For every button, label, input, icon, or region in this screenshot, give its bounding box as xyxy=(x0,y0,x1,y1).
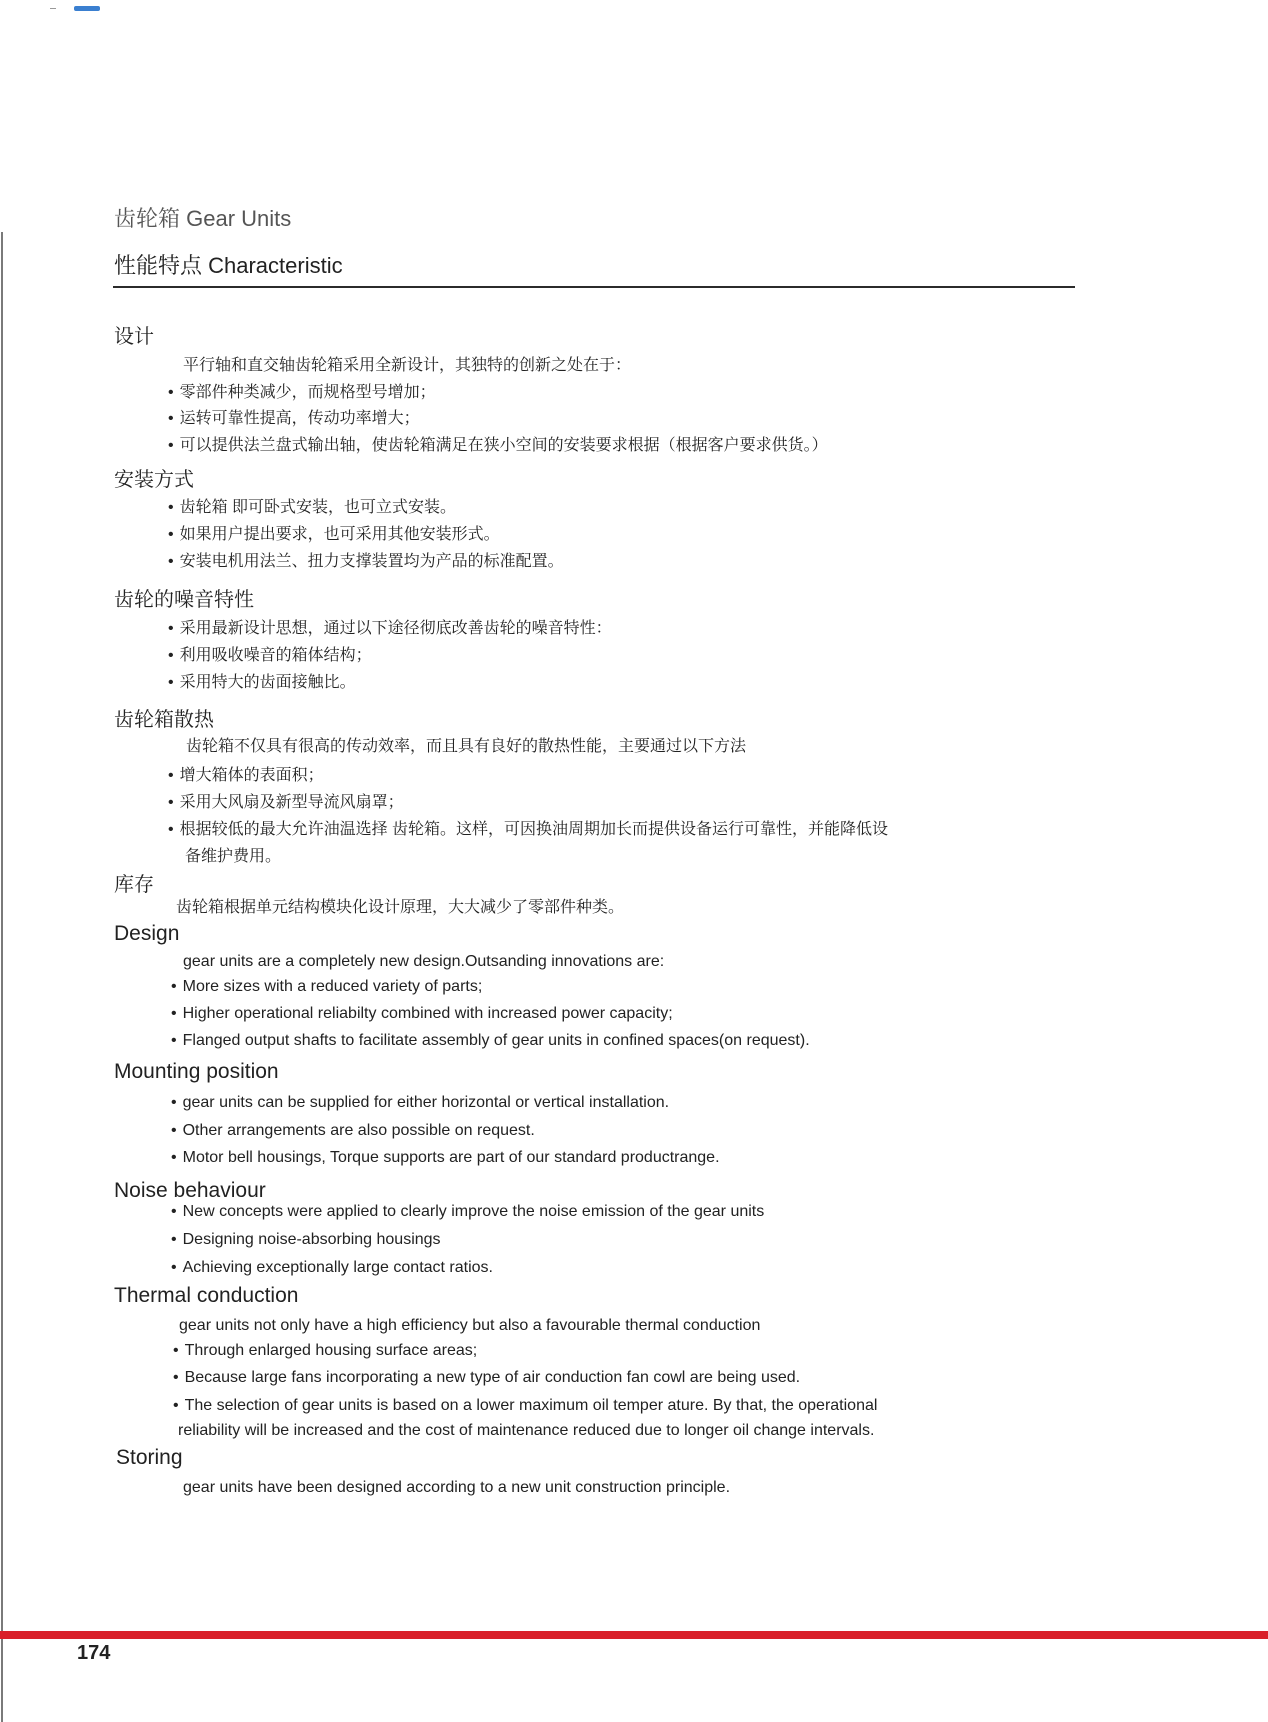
en-mounting-item: • gear units can be supplied for either horizontal or vertical installation. xyxy=(171,1094,669,1112)
en-noise-item: • Achieving exceptionally large contact ratios. xyxy=(171,1259,493,1277)
en-design-item: • Flanged output shafts to facilitate assembly of gear units in confined spaces(on request). xyxy=(171,1032,810,1050)
page-title: 性能特点 Characteristic xyxy=(114,253,343,278)
en-design-item: • More sizes with a reduced variety of parts; xyxy=(171,978,482,996)
zh-thermal-item: • 增大箱体的表面积； xyxy=(168,762,324,785)
zh-design-item: • 运转可靠性提高，传动功率增大； xyxy=(168,405,420,428)
en-design-heading: Design xyxy=(114,922,180,945)
en-mounting-heading: Mounting position xyxy=(114,1060,279,1083)
en-mounting-item: • Other arrangements are also possible on request. xyxy=(171,1122,535,1140)
en-noise-item: • New concepts were applied to clearly improve the noise emission of the gear units xyxy=(171,1203,764,1221)
en-thermal-item: • Through enlarged housing surface areas; xyxy=(173,1342,477,1360)
zh-thermal-heading: 齿轮箱散热 xyxy=(114,709,214,731)
zh-mounting-item: • 安装电机用法兰、扭力支撑装置均为产品的标准配置。 xyxy=(168,548,564,571)
zh-mounting-item: • 如果用户提出要求，也可采用其他安装形式。 xyxy=(168,521,500,544)
en-storing-heading: Storing xyxy=(116,1446,183,1469)
en-thermal-heading: Thermal conduction xyxy=(114,1284,299,1307)
scan-artifact-mark xyxy=(74,6,100,11)
zh-design-heading: 设计 xyxy=(114,326,154,348)
zh-thermal-item: • 根据较低的最大允许油温选择 齿轮箱。这样，可因换油周期加长而提供设备运行可靠性，并能降低设 xyxy=(168,816,888,839)
zh-noise-heading: 齿轮的噪音特性 xyxy=(114,589,254,611)
en-thermal-continuation: reliability will be increased and the cost of maintenance reduced due to longer oil change intervals. xyxy=(178,1422,875,1439)
zh-thermal-intro: 齿轮箱不仅具有很高的传动效率，而且具有良好的散热性能，主要通过以下方法 xyxy=(186,738,747,755)
section-header-cut: 齿轮箱 Gear Units xyxy=(114,206,292,231)
page-number: 174 xyxy=(77,1642,111,1664)
zh-mounting-item: • 齿轮箱 即可卧式安装，也可立式安装。 xyxy=(168,494,456,517)
en-mounting-item: • Motor bell housings, Torque supports are part of our standard productrange. xyxy=(171,1149,720,1167)
left-edge-rule xyxy=(1,232,3,1722)
en-thermal-intro: gear units not only have a high efficiency but also a favourable thermal conduction xyxy=(179,1317,761,1334)
zh-mounting-heading: 安装方式 xyxy=(114,469,194,491)
zh-storing-heading: 库存 xyxy=(114,874,154,896)
scan-artifact-dot xyxy=(50,8,56,9)
zh-storing-intro: 齿轮箱根据单元结构模块化设计原理，大大减少了零部件种类。 xyxy=(176,899,625,916)
zh-noise-item: • 采用特大的齿面接触比。 xyxy=(168,669,356,692)
title-divider xyxy=(113,286,1075,288)
en-thermal-item: • The selection of gear units is based on a lower maximum oil temper ature. By that, the operational xyxy=(173,1397,877,1415)
en-noise-heading: Noise behaviour xyxy=(114,1179,266,1202)
zh-thermal-continuation: 备维护费用。 xyxy=(185,848,282,865)
en-storing-intro: gear units have been designed according to a new unit construction principle. xyxy=(183,1479,731,1496)
zh-thermal-item: • 采用大风扇及新型导流风扇罩； xyxy=(168,789,404,812)
zh-noise-item: • 采用最新设计思想，通过以下途径彻底改善齿轮的噪音特性： xyxy=(168,615,612,638)
zh-design-intro: 平行轴和直交轴齿轮箱采用全新设计，其独特的创新之处在于： xyxy=(183,357,632,374)
zh-noise-item: • 利用吸收噪音的箱体结构； xyxy=(168,642,372,665)
zh-design-item: • 零部件种类减少，而规格型号增加； xyxy=(168,379,436,402)
footer-red-bar xyxy=(0,1631,1268,1639)
zh-design-item: • 可以提供法兰盘式输出轴，使齿轮箱满足在狭小空间的安装要求根据（根据客户要求供货。） xyxy=(168,432,828,455)
en-noise-item: • Designing noise-absorbing housings xyxy=(171,1231,441,1249)
en-design-item: • Higher operational reliabilty combined with increased power capacity; xyxy=(171,1005,673,1023)
en-design-intro: gear units are a completely new design.Outsanding innovations are: xyxy=(183,953,665,970)
en-thermal-item: • Because large fans incorporating a new type of air conduction fan cowl are being used. xyxy=(173,1369,800,1387)
